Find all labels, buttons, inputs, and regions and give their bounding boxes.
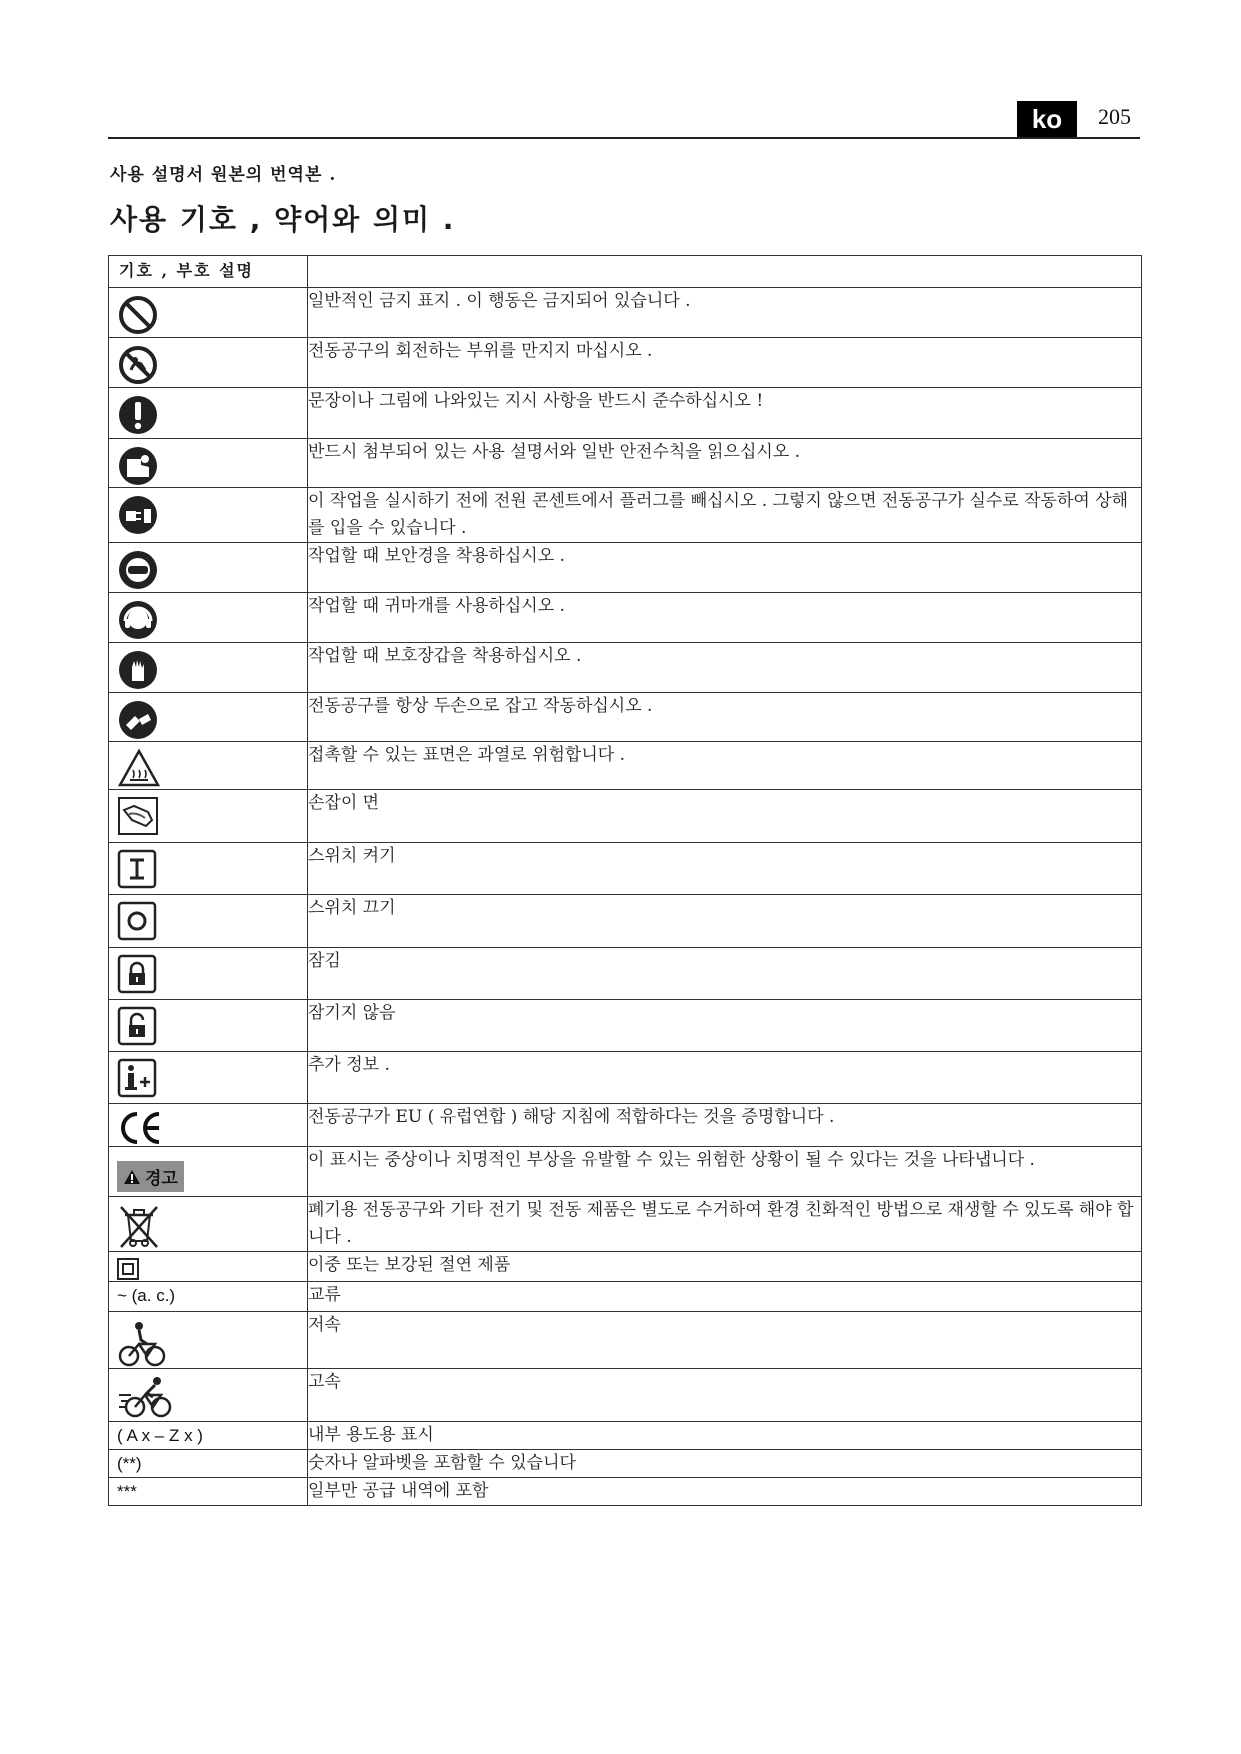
table-row	[109, 790, 1142, 843]
description-cell: 잠김	[308, 948, 1142, 1000]
description-cell: 일부만 공급 내역에 포함	[308, 1478, 1142, 1506]
description-cell: 잠기지 않음	[308, 1000, 1142, 1052]
table-row	[109, 643, 1142, 693]
description-cell: 손잡이 면	[308, 790, 1142, 843]
description-cell: 작업할 때 귀마개를 사용하십시오 .	[308, 593, 1142, 643]
do-not-touch-rotating-icon	[117, 344, 159, 386]
symbol-cell	[109, 843, 308, 895]
symbol-cell	[109, 643, 308, 693]
symbol-text: ~ (a. c.)	[117, 1286, 176, 1305]
symbol-cell	[109, 543, 308, 593]
symbol-cell	[109, 1197, 308, 1252]
table-row	[109, 388, 1142, 439]
description-cell: 고속	[308, 1369, 1142, 1422]
symbol-cell	[109, 1000, 308, 1052]
description-cell: 스위치 끄기	[308, 895, 1142, 948]
table-row	[109, 843, 1142, 895]
symbol-cell	[109, 488, 308, 543]
table-row	[109, 439, 1142, 488]
description-cell: 문장이나 그림에 나와있는 지시 사항을 반드시 준수하십시오 !	[308, 388, 1142, 439]
high-speed-icon	[117, 1375, 173, 1421]
description-cell: 전동공구를 항상 두손으로 잡고 작동하십시오 .	[308, 693, 1142, 742]
ear-protection-icon	[117, 599, 159, 641]
table-row	[109, 895, 1142, 948]
slow-speed-icon	[117, 1318, 167, 1368]
symbol-cell	[109, 1422, 308, 1450]
symbol-cell	[109, 742, 308, 790]
symbol-cell	[109, 895, 308, 948]
switch-on-icon	[117, 849, 157, 889]
symbol-text: (**)	[117, 1454, 142, 1473]
table-row	[109, 543, 1142, 593]
read-manual-icon	[117, 445, 159, 487]
table-row	[109, 742, 1142, 790]
description-cell: 작업할 때 보안경을 착용하십시오 .	[308, 543, 1142, 593]
symbol-cell	[109, 288, 308, 338]
description-cell: 교류	[308, 1282, 1142, 1312]
header-rule	[108, 137, 1140, 139]
symbol-cell	[109, 1147, 308, 1197]
symbol-cell	[109, 388, 308, 439]
prohibition-icon	[117, 294, 159, 336]
symbol-cell	[109, 693, 308, 742]
table-row	[109, 1422, 1142, 1450]
description-cell: 반드시 첨부되어 있는 사용 설명서와 일반 안전수칙을 읽으십시오 .	[308, 439, 1142, 488]
description-cell: 이 표시는 중상이나 치명적인 부상을 유발할 수 있는 위험한 상황이 될 수 있다는 것을 나타냅니다 .	[308, 1147, 1142, 1197]
symbol-cell	[109, 1478, 308, 1506]
switch-off-icon	[117, 901, 157, 941]
symbol-cell	[109, 948, 308, 1000]
description-cell: 이 작업을 실시하기 전에 전원 콘센트에서 플러그를 빼십시오 . 그렇지 않으면 전동공구가 실수로 작동하여 상해를 입을 수 있습니다 .	[308, 488, 1142, 543]
col-symbol-header: 기호 , 부호 설명	[109, 256, 308, 288]
symbol-text: ( A x – Z x )	[117, 1426, 203, 1445]
lock-icon	[117, 954, 157, 994]
info-plus-icon	[117, 1058, 157, 1098]
table-row	[109, 488, 1142, 543]
table-row	[109, 1282, 1142, 1312]
description-cell: 스위치 켜기	[308, 843, 1142, 895]
table-row	[109, 693, 1142, 742]
symbols-table	[108, 255, 1142, 1506]
symbol-cell	[109, 790, 308, 843]
symbol-cell	[109, 1312, 308, 1369]
table-row	[109, 1369, 1142, 1422]
symbol-cell	[109, 1450, 308, 1478]
hot-surface-icon	[117, 748, 161, 788]
warning-label: 경고	[145, 1169, 178, 1189]
table-row	[109, 1000, 1142, 1052]
warning-triangle-icon	[123, 1169, 141, 1185]
table-row	[109, 1450, 1142, 1478]
handle-surface-icon	[117, 796, 159, 836]
table-row	[109, 593, 1142, 643]
description-cell: 숫자나 알파벳을 포함할 수 있습니다	[308, 1450, 1142, 1478]
symbol-cell	[109, 593, 308, 643]
two-hands-icon	[117, 699, 159, 741]
description-cell: 접촉할 수 있는 표면은 과열로 위험합니다 .	[308, 742, 1142, 790]
description-cell: 폐기용 전동공구와 기타 전기 및 전동 제품은 별도로 수거하여 환경 친화적인 방법으로 재생할 수 있도록 해야 합니다 .	[308, 1197, 1142, 1252]
description-cell: 이중 또는 보강된 절연 제품	[308, 1252, 1142, 1282]
symbol-cell	[109, 1052, 308, 1104]
table-row	[109, 1252, 1142, 1282]
description-cell: 내부 용도용 표시	[308, 1422, 1142, 1450]
page-header	[108, 98, 1140, 138]
symbol-cell	[109, 1369, 308, 1422]
warning-badge-icon	[117, 1161, 184, 1192]
table-row	[109, 1312, 1142, 1369]
double-insulation-icon	[117, 1258, 139, 1280]
weee-bin-icon	[117, 1203, 161, 1249]
mandatory-exclamation-icon	[117, 394, 159, 436]
safety-goggles-icon	[117, 549, 159, 591]
table-header-row	[109, 256, 1142, 288]
language-badge: ko	[1017, 101, 1077, 137]
ce-mark-icon	[117, 1110, 165, 1146]
description-cell: 일반적인 금지 표지 . 이 행동은 금지되어 있습니다 .	[308, 288, 1142, 338]
symbol-cell	[109, 1252, 308, 1282]
table-row	[109, 1052, 1142, 1104]
symbol-cell	[109, 338, 308, 388]
description-cell: 작업할 때 보호장갑을 착용하십시오 .	[308, 643, 1142, 693]
page-number: 205	[1098, 104, 1131, 129]
table-row	[109, 1197, 1142, 1252]
table-row	[109, 288, 1142, 338]
symbol-cell	[109, 1104, 308, 1147]
table-row	[109, 338, 1142, 388]
description-cell: 저속	[308, 1312, 1142, 1369]
unlock-icon	[117, 1006, 157, 1046]
description-cell: 전동공구의 회전하는 부위를 만지지 마십시오 .	[308, 338, 1142, 388]
doc-subtitle: 사용 설명서 원본의 번역본 .	[110, 165, 337, 185]
unplug-icon	[117, 494, 159, 536]
symbol-text: ***	[117, 1482, 137, 1501]
symbol-cell	[109, 1282, 308, 1312]
table-row	[109, 1478, 1142, 1506]
table-row	[109, 1104, 1142, 1147]
symbol-cell	[109, 439, 308, 488]
table-row	[109, 1147, 1142, 1197]
description-cell: 추가 정보 .	[308, 1052, 1142, 1104]
description-cell: 전동공구가 EU ( 유럽연합 ) 해당 지침에 적합하다는 것을 증명합니다 .	[308, 1104, 1142, 1147]
doc-title: 사용 기호 , 약어와 의미 .	[110, 203, 456, 236]
table-row	[109, 948, 1142, 1000]
protective-gloves-icon	[117, 649, 159, 691]
col-desc-header	[308, 256, 1142, 288]
